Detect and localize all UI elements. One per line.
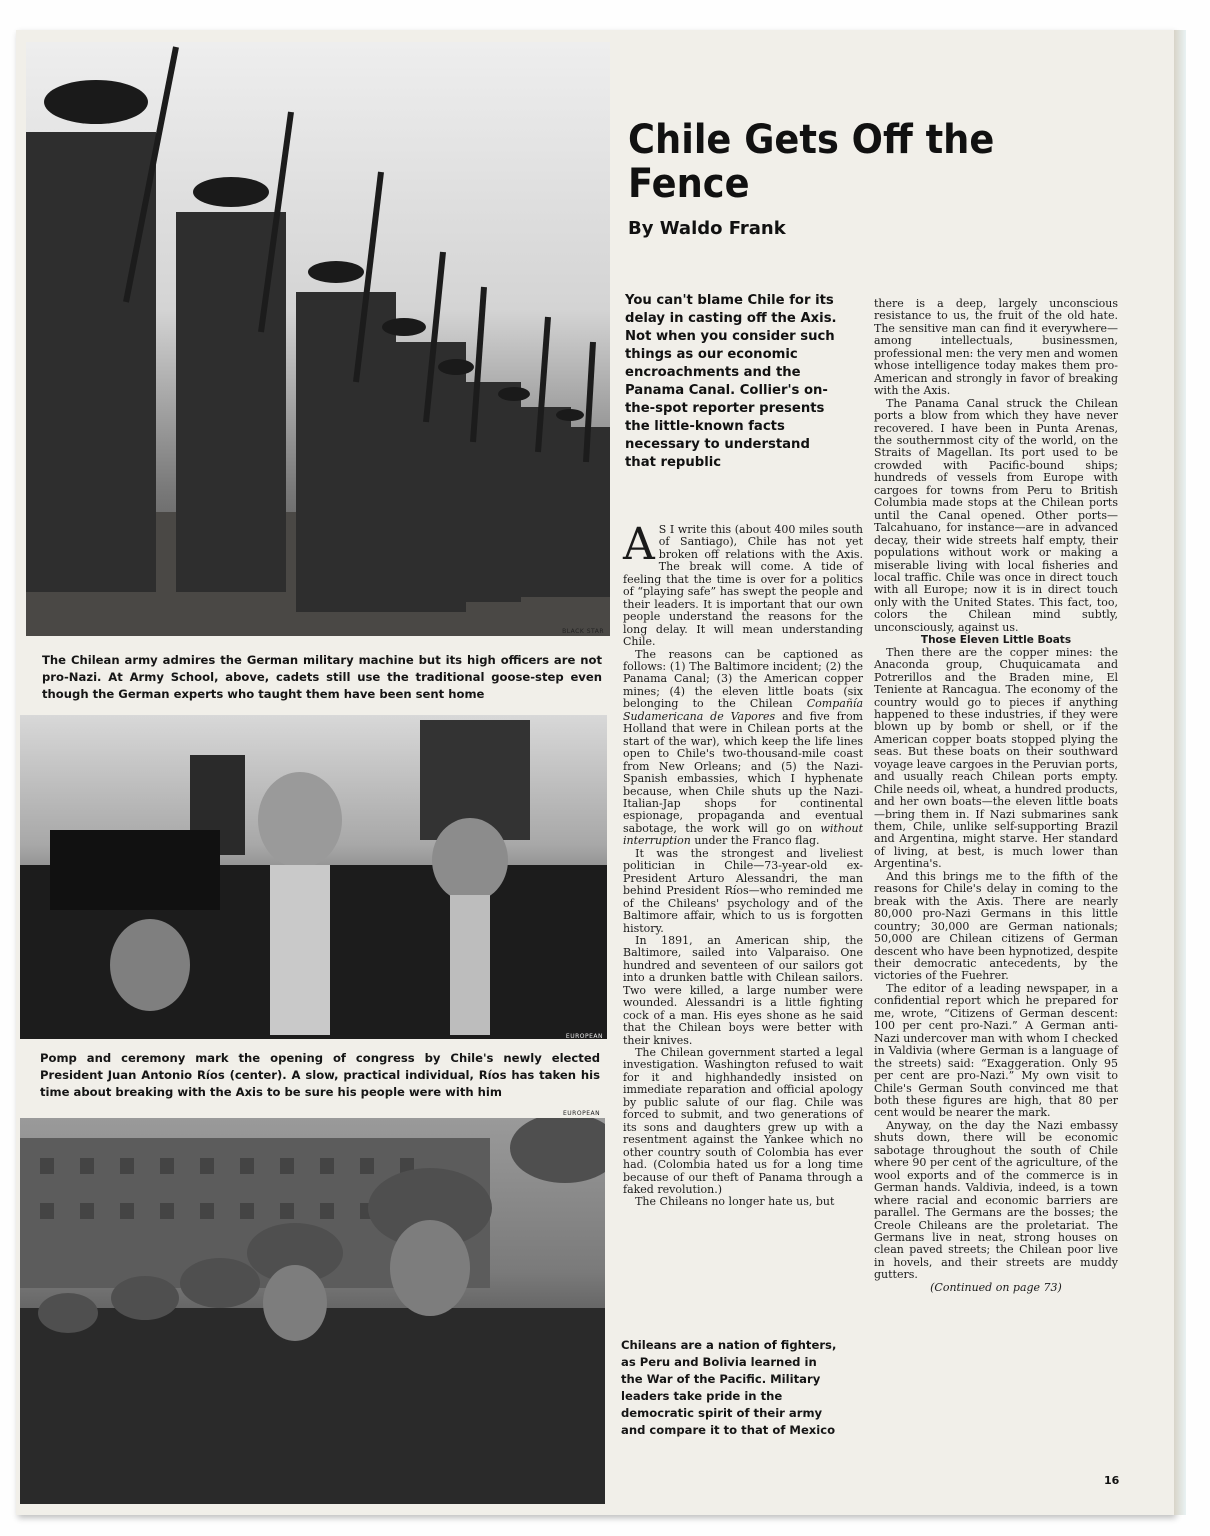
photo-congress-opening — [20, 715, 607, 1039]
section-subhead: Those Eleven Little Boats — [920, 634, 1072, 647]
photo-helmeted-soldiers — [20, 1118, 605, 1504]
photo-credit: EUROPEAN — [563, 1110, 601, 1117]
body-column-2 — [874, 298, 1118, 1294]
body-paragraph: The editor of a leading newspaper, in a confidential report which he prepared for me, wrote, “Citizens of German descent: 100 per cent pro-Nazi.” A German anti-Nazi undercover man with whom I checked in Valdivia (where German is a language of the streets) said: “Exaggeration. Only 95 per cent are pro-Nazi.” My own visit to Chile's German South convinced me that both these figures are high, that 80 per cent would be nearer the mark. — [874, 981, 1118, 1120]
page-number: 16 — [1104, 1474, 1120, 1487]
page-edge — [1174, 30, 1186, 1515]
body-paragraph: Then there are the copper mines: the Anaconda group, Chuquicamata and Potrerillos and the Braden mine, El Teniente at Rancagua. The economy of the country would go to pieces if anything happened to these industries, if they were blown up by bomb or shell, or if the American copper boats stopped plying the seas. But these boats on their southward voyage leave cargoes in the Peruvian ports, and usually reach Chilean ports empty. Chile needs oil, wheat, a hundred products, and her own boats—the eleven little boats—bring them in. If Nazi submarines sank them, Chile, unlike self-supporting Brazil and Argentina, might starve. Her standard of living, at best, is much lower than Argentina's. — [874, 645, 1118, 871]
body-paragraph: The Chileans no longer hate us, but — [635, 1195, 835, 1209]
byline: By Waldo Frank — [628, 218, 786, 239]
article-title: Chile Gets Off the Fence — [628, 117, 995, 207]
body-paragraph: The reasons can be captioned as follows: (1) The Baltimore incident; (2) the Panama Canal; (3) the American copper mines; (4) the eleven little boats (six belonging to the Chilean Compañía Sudamericana de Vapores and five from Holland that were in Chilean ports at the start of the war), which keep the life lines open to Chile's two-thousand-mile coast from New Orleans; and (5) the Nazi-Spanish embassies, which I hyphenate because, when Chile shuts up the Nazi-Italian-Jap shops for continental espionage, propaganda and eventual sabotage, the work will go on without interruption under the Franco flag. — [623, 647, 863, 848]
body-column-1 — [623, 519, 863, 1209]
body-paragraph: It was the strongest and liveliest politician in Chile—73-year-old ex-President Arturo Alessandri, the man behind President Ríos—who reminded me of the Chileans' psychology and of the Baltimore affair, which to us is forgotten history. — [623, 846, 863, 935]
continued-line: (Continued on page 73) — [930, 1280, 1062, 1294]
body-paragraph: The Panama Canal struck the Chilean ports a blow from which they have never recovered. I have been in Punta Arenas, the southernmost city of the world, on the Straits of Magellan. Its port used to be crowded with Pacific-bound ships; hundreds of vessels from Europe with cargoes for towns from Peru to British Columbia made stops at the Chilean ports until the Canal opened. Other ports—Talcahuano, for instance—are in advanced decay, their wide streets half empty, their populations without work or making a miserable living with local fisheries and local traffic. Chile was once in direct touch with all Europe; now it is in direct touch only with the United States. This fact, too, colors the Chilean mind subtly, unconsciously, against us. — [874, 396, 1118, 634]
body-paragraph: there is a deep, largely unconscious resistance to us, the fruit of the old hate. The sensitive man can find it everywhere—among intellectuals, businessmen, professional men: the very men and women whose intelligence today makes them pro-American and strongly in favor of breaking with the Axis. — [874, 297, 1118, 398]
body-paragraph: The Chilean government started a legal investigation. Washington refused to wait for it and highhandedly insisted on immediate reparation and official apology by public salute of our flag. Chile was forced to submit, and two generations of its sons and daughters grew up with a resentment against the Yankee which no other country south of Colombia has ever had. (Colombia hated us for a long time because of our theft of Panama through a faked revolution.) — [623, 1046, 863, 1197]
photo-caption: The Chilean army admires the German military machine but its high officers are not pro-Nazi. At Army School, above, cadets still use the traditional goose-step even though the German experts who taught them have been sent home — [42, 653, 602, 701]
drop-cap: A — [623, 519, 655, 570]
body-paragraph: In 1891, an American ship, the Baltimore, sailed into Valparaiso. One hundred and seventeen of our sailors got into a drunken battle with Chilean sailors. Two were killed, a large number were wounded. Alessandri is a little fighting cock of a man. His eyes shone as he said that the Chilean boys were better with their knives. — [623, 933, 863, 1047]
article-deck: You can't blame Chile for its delay in casting off the Axis. Not when you consider such things as our economic encroachments and the Panama Canal. Collier's on-the-spot reporter presents the little-known facts necessary to understand that republic — [625, 293, 837, 470]
photo-caption: Chileans are a nation of fighters, as Peru and Bolivia learned in the War of the Pacific. Military leaders take pride in the democratic spirit of their army and compare it to that of Mexico — [621, 1338, 837, 1437]
body-paragraph: And this brings me to the fifth of the reasons for Chile's delay in coming to the break with the Axis. There are nearly 80,000 pro-Nazi Germans in this little country; 30,000 are German nationals; 50,000 are Chilean citizens of German descent who have been hypnotized, despite their democratic antecedents, by the victories of the Fuehrer. — [874, 869, 1118, 983]
body-paragraph: A S I write this (about 400 miles south of Santiago), Chile has not yet broken off relations with the Axis. The break will come. A tide of feeling that the time is over for a politics of “playing safe” has swept the people and their leaders. It is important that our own people understand the reasons for the long delay. It will mean understanding Chile. — [623, 519, 863, 649]
photo-credit: BLACK STAR — [562, 628, 604, 635]
photo-marching-cadets — [26, 42, 610, 636]
photo-credit: EUROPEAN — [565, 1033, 603, 1039]
photo-caption: Pomp and ceremony mark the opening of congress by Chile's newly elected President Juan Antonio Ríos (center). A slow, practical individual, Ríos has taken his time about breaking with the Axis to be sure his people were with him — [40, 1051, 600, 1099]
body-paragraph: Anyway, on the day the Nazi embassy shuts down, there will be economic sabotage throughout the south of Chile where 90 per cent of the agriculture, of the wool exports and of the commerce is in German hands. Valdivia, indeed, is a town where racial and economic barriers are parallel. The Germans are the bosses; the Creole Chileans are the proletariat. The Germans live in neat, strong houses on clean paved streets; the Chilean poor live in hovels, and their streets are muddy gutters. — [874, 1118, 1118, 1282]
